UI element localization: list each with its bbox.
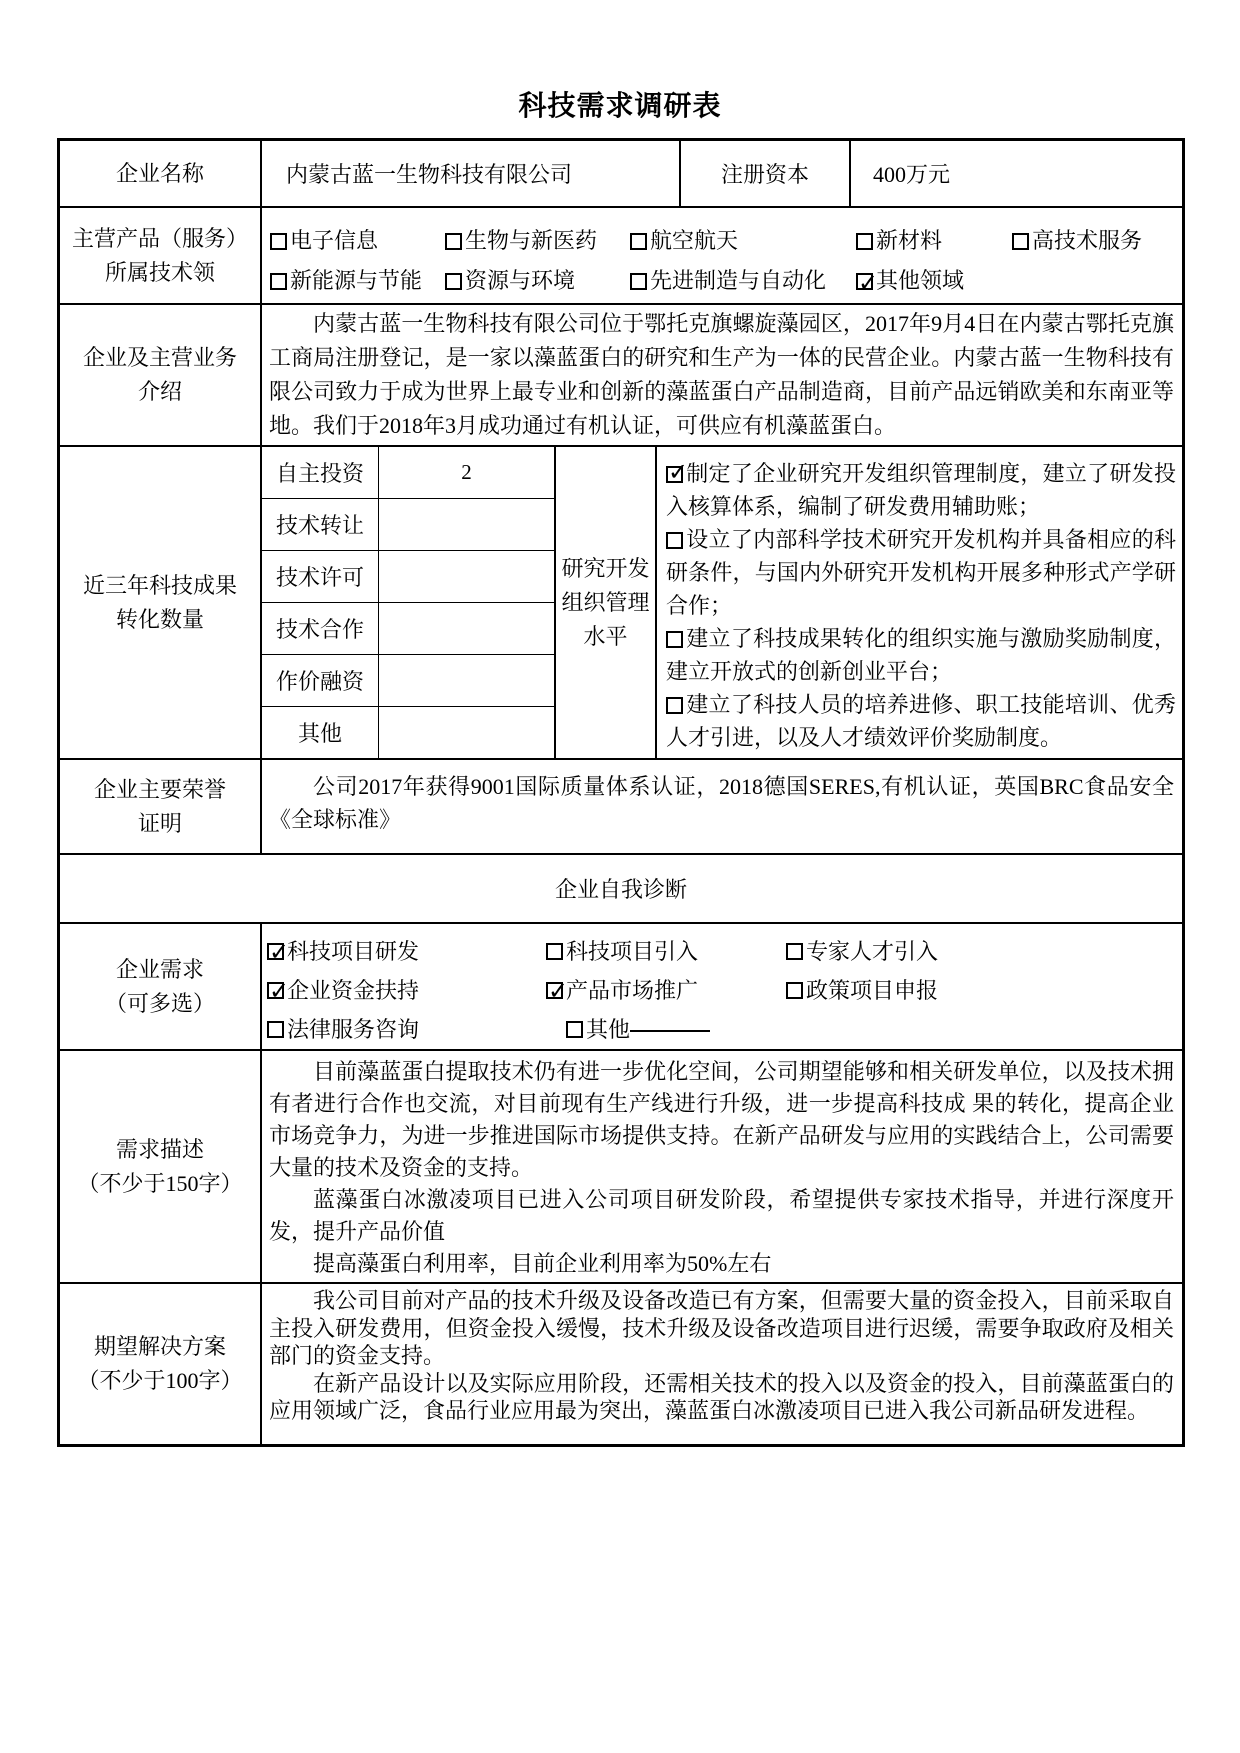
subrow-value: [379, 551, 554, 602]
expected-solution-label: 期望解决方案 （不少于100字）: [60, 1284, 262, 1444]
checkbox-option-policy-application[interactable]: [786, 971, 938, 1010]
transformation-label: 近三年科技成果 转化数量: [60, 447, 262, 758]
option-label: 设立了内部科学技术研究开发机构并具备相应的科研条件，与国内外研究开发机构开展多种形式产学研合作；: [666, 527, 1176, 618]
checkbox-icon[interactable]: [856, 273, 873, 290]
row-expected-solution: [60, 1282, 1182, 1444]
option-label: 新能源与节能: [290, 268, 423, 293]
paragraph: 蓝藻蛋白冰激凌项目已进入公司项目研发阶段，希望提供专家技术指导，并进行深度开发，提升产品价值: [269, 1187, 1174, 1244]
option-label: 法律服务咨询: [287, 1017, 420, 1042]
checkbox-icon[interactable]: [267, 982, 284, 999]
checkbox-icon[interactable]: [1012, 233, 1029, 250]
checkbox-icon[interactable]: [267, 943, 284, 960]
checkbox-option-electronic-info[interactable]: [270, 221, 445, 261]
checkbox-option-hightech-service[interactable]: [1012, 221, 1142, 261]
checkbox-option-rd-system[interactable]: [666, 457, 1176, 523]
option-label: 制定了企业研究开发组织管理制度，建立了研发投入核算体系，编制了研发费用辅助账；: [666, 461, 1176, 519]
registered-capital-value: 400万元: [873, 162, 951, 187]
checkbox-icon[interactable]: [630, 273, 647, 290]
checkbox-icon[interactable]: [546, 943, 563, 960]
checkbox-option-rd-talent[interactable]: [666, 688, 1176, 754]
checkbox-option-bio-medicine[interactable]: [445, 221, 630, 261]
checkbox-icon[interactable]: [445, 233, 462, 250]
option-label: 新材料: [876, 228, 943, 253]
row-company: [60, 141, 1182, 206]
subrow-value: [379, 499, 554, 550]
subrow-name: 作价融资: [262, 655, 379, 706]
paragraph: 目前藻蓝蛋白提取技术仍有进一步优化空间，公司期望能够和相关研发单位，以及技术拥有者进行合作也交流，对目前现有生产线进行升级，进一步提高科技成 果的转化，提高企业市场竞争力，为进一步推进国际市场提供支持。在新产品研发与应用的实践结合上，公司需要大量的技术及资金的支持。: [269, 1059, 1174, 1180]
checkbox-option-project-rd[interactable]: [267, 932, 546, 971]
option-label: 政策项目申报: [806, 978, 939, 1003]
table-row: [262, 706, 554, 758]
self-diagnosis-title: 企业自我诊断: [554, 877, 687, 902]
business-intro-label: 企业及主营业务 介绍: [60, 305, 262, 445]
checkbox-option-rd-institution[interactable]: [666, 523, 1176, 622]
needs-options-line2: [267, 971, 1178, 1010]
row-honors: [60, 758, 1182, 853]
table-row: [262, 550, 554, 602]
transformation-subtable: [262, 447, 556, 758]
demand-description-text: [262, 1051, 1182, 1282]
subrow-value: [379, 655, 554, 706]
checkbox-icon[interactable]: [666, 631, 683, 648]
subrow-name: 技术许可: [262, 551, 379, 602]
expected-solution-text: [262, 1284, 1182, 1444]
checkbox-icon[interactable]: [666, 466, 683, 483]
company-name-label: 企业名称: [60, 141, 262, 206]
checkbox-icon[interactable]: [270, 233, 287, 250]
paragraph: 在新产品设计以及实际应用阶段，还需相关技术的投入以及资金的投入，目前藻蓝蛋白的应用领域广泛，食品行业应用最为突出，藻蓝蛋白冰激凌项目已进入我公司新品研发进程。: [269, 1370, 1174, 1423]
row-self-diagnosis-header: [60, 853, 1182, 922]
needs-label: 企业需求 （可多选）: [60, 924, 262, 1049]
tech-field-options-line2: [270, 261, 1178, 301]
checkbox-icon[interactable]: [445, 273, 462, 290]
table-row: [262, 447, 554, 498]
demand-description-label: 需求描述 （不少于150字）: [60, 1051, 262, 1282]
checkbox-option-funding-support[interactable]: [267, 971, 546, 1010]
row-transformation: [60, 445, 1182, 758]
row-needs: [60, 922, 1182, 1049]
option-label: 建立了科技成果转化的组织实施与激励奖励制度，建立开放式的创新创业平台；: [666, 626, 1176, 684]
paragraph: 公司2017年获得9001国际质量体系认证，2018德国SERES,有机认证，英国BRC食品安全《全球标准》: [269, 774, 1174, 832]
option-label: 科技项目引入: [566, 939, 699, 964]
honors-text: [262, 760, 1182, 853]
subrow-name: 技术合作: [262, 603, 379, 654]
checkbox-option-new-energy[interactable]: [270, 261, 445, 301]
row-tech-field: [60, 206, 1182, 303]
option-label: 产品市场推广: [566, 978, 699, 1003]
checkbox-option-project-import[interactable]: [546, 932, 786, 971]
table-row: [262, 654, 554, 706]
option-label: 企业资金扶持: [287, 978, 420, 1003]
checkbox-option-new-materials[interactable]: [856, 221, 1012, 261]
paragraph: 内蒙古蓝一生物科技有限公司位于鄂托克旗螺旋藻园区，2017年9月4日在内蒙古鄂托克旗工商局注册登记，是一家以藻蓝蛋白的研究和生产为一体的民营企业。内蒙古蓝一生物科技有限公司致力于成为世界上最专业和创新的藻蓝蛋白产品制造商，目前产品远销欧美和东南亚等地。我们于2018年3月成功通过有机认证，可供应有机藻蓝蛋白。: [269, 311, 1174, 438]
needs-options-line3: [267, 1010, 1178, 1049]
company-name-value: 内蒙古蓝一生物科技有限公司: [262, 141, 681, 206]
registered-capital-label: 注册资本: [681, 141, 851, 206]
checkbox-icon[interactable]: [267, 1021, 284, 1038]
page-title: 科技需求调研表: [518, 91, 722, 122]
checkbox-option-resources-environment[interactable]: [445, 261, 630, 301]
checkbox-icon[interactable]: [666, 697, 683, 714]
subrow-name: 技术转让: [262, 499, 379, 550]
subrow-name: 自主投资: [262, 447, 379, 498]
paragraph: 提高藻蛋白利用率，目前企业利用率为50%左右: [313, 1251, 772, 1276]
option-label: 建立了科技人员的培养进修、职工技能培训、优秀人才引进，以及人才绩效评价奖励制度。: [666, 692, 1176, 750]
rd-management-options: [657, 447, 1182, 758]
checkbox-option-expert-import[interactable]: [786, 932, 938, 971]
option-label: 其他领域: [876, 268, 965, 293]
checkbox-icon[interactable]: [270, 273, 287, 290]
table-row: [262, 602, 554, 654]
needs-options-line1: [267, 932, 1178, 971]
row-demand-description: [60, 1049, 1182, 1282]
rd-management-label: 研究开发 组织管理 水平: [556, 447, 657, 758]
subrow-value: [379, 707, 554, 758]
checkbox-icon[interactable]: [786, 943, 803, 960]
needs-options: [262, 924, 1182, 1049]
paragraph: 我公司目前对产品的技术升级及设备改造已有方案，但需要大量的资金投入，目前采取自主投入研发费用，但资金投入缓慢，技术升级及设备改造项目进行迟缓，需要争取政府及相关部门的资金支持。: [269, 1288, 1174, 1368]
option-label: 航空航天: [650, 228, 739, 253]
option-label: 高技术服务: [1032, 228, 1143, 253]
option-label: 先进制造与自动化: [650, 268, 827, 293]
survey-table: [57, 138, 1185, 1447]
option-label: 其他: [586, 1017, 631, 1042]
checkbox-icon[interactable]: [546, 982, 563, 999]
checkbox-option-aerospace[interactable]: [630, 221, 856, 261]
checkbox-icon[interactable]: [566, 1021, 583, 1038]
option-label: 资源与环境: [465, 268, 576, 293]
fill-in-blank-line[interactable]: [630, 1028, 710, 1032]
checkbox-icon[interactable]: [630, 233, 647, 250]
checkbox-icon[interactable]: [666, 532, 683, 549]
checkbox-option-advanced-manufacturing[interactable]: [630, 261, 856, 301]
option-label: 生物与新医药: [465, 228, 598, 253]
subrow-name: 其他: [262, 707, 379, 758]
subrow-value: [379, 603, 554, 654]
business-intro-text: [262, 305, 1182, 445]
checkbox-icon[interactable]: [786, 982, 803, 999]
option-label: 科技项目研发: [287, 939, 420, 964]
checkbox-option-rd-incentive[interactable]: [666, 622, 1176, 688]
option-label: 电子信息: [290, 228, 379, 253]
checkbox-option-other-field[interactable]: [856, 261, 1012, 301]
checkbox-option-other[interactable]: [566, 1010, 806, 1049]
checkbox-option-market-promotion[interactable]: [546, 971, 786, 1010]
honors-label: 企业主要荣誉 证明: [60, 760, 262, 853]
table-row: [262, 498, 554, 550]
tech-field-label: 主营产品（服务） 所属技术领: [60, 208, 262, 303]
checkbox-icon[interactable]: [856, 233, 873, 250]
tech-field-options: [262, 208, 1182, 303]
checkbox-option-legal-consulting[interactable]: [267, 1010, 546, 1049]
tech-field-options-line1: [270, 221, 1178, 261]
row-business-intro: [60, 303, 1182, 445]
option-label: 专家人才引入: [806, 939, 939, 964]
subrow-value: 2: [461, 460, 472, 484]
